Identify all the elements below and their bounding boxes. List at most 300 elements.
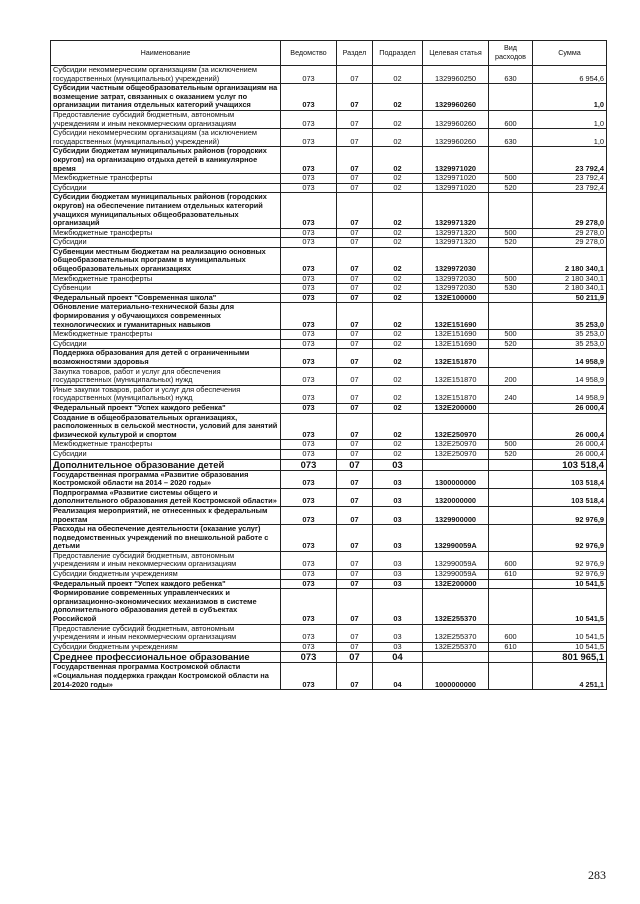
row-department: 073: [281, 349, 337, 367]
table-row: [51, 84, 607, 111]
page-number: 283: [588, 868, 606, 882]
row-target-item: [423, 652, 489, 663]
row-amount: 103 518,4: [533, 459, 607, 470]
row-expense-type: [489, 349, 533, 367]
row-expense-type: 600: [489, 110, 533, 128]
header-amount: Сумма: [533, 41, 607, 66]
row-department: 073: [281, 663, 337, 690]
row-expense-type: 630: [489, 66, 533, 84]
table-row: [51, 589, 607, 624]
table-row: [51, 367, 607, 385]
row-subsection: 02: [373, 284, 423, 294]
row-amount: 92 976,9: [533, 551, 607, 569]
table-row: [51, 506, 607, 524]
row-target-item: 132990059А: [423, 570, 489, 580]
row-expense-type: 520: [489, 238, 533, 248]
row-department: 073: [281, 488, 337, 506]
header-name: Наименование: [51, 41, 281, 66]
row-department: 073: [281, 459, 337, 470]
row-section: 07: [337, 129, 373, 147]
row-subsection: 02: [373, 174, 423, 184]
row-subsection: 03: [373, 488, 423, 506]
row-department: 073: [281, 284, 337, 294]
row-amount: 26 000,4: [533, 440, 607, 450]
row-department: 073: [281, 110, 337, 128]
row-expense-type: [489, 193, 533, 228]
row-section: 07: [337, 642, 373, 652]
row-target-item: 1329972030: [423, 274, 489, 284]
row-section: 07: [337, 624, 373, 642]
row-name: Подпрограмма «Развитие системы общего и дополнительного образования детей Костромской области»: [51, 488, 281, 506]
row-amount: 35 253,0: [533, 330, 607, 340]
row-target-item: 132E151690: [423, 303, 489, 330]
row-amount: 29 278,0: [533, 193, 607, 228]
row-amount: 92 976,9: [533, 570, 607, 580]
row-section: 07: [337, 303, 373, 330]
row-target-item: 132E255370: [423, 624, 489, 642]
row-name: Субсидии: [51, 183, 281, 193]
row-target-item: 132E250970: [423, 449, 489, 459]
row-subsection: 03: [373, 470, 423, 488]
table-row: [51, 570, 607, 580]
row-expense-type: [489, 147, 533, 174]
row-amount: 23 792,4: [533, 174, 607, 184]
row-expense-type: [489, 652, 533, 663]
row-expense-type: 500: [489, 228, 533, 238]
row-amount: 103 518,4: [533, 488, 607, 506]
row-subsection: 02: [373, 247, 423, 274]
row-department: 073: [281, 147, 337, 174]
row-target-item: 1329971320: [423, 193, 489, 228]
row-name: Субсидии некоммерческим организациям (за исключением государственных (муниципальных) учреждений): [51, 129, 281, 147]
row-amount: 1,0: [533, 129, 607, 147]
row-section: 07: [337, 385, 373, 403]
row-expense-type: 240: [489, 385, 533, 403]
row-name: Предоставление субсидий бюджетным, автономным учреждениям и иным некоммерческим организациям: [51, 110, 281, 128]
row-subsection: 02: [373, 110, 423, 128]
row-target-item: 132E255370: [423, 589, 489, 624]
row-amount: 10 541,5: [533, 642, 607, 652]
row-name: Обновление материально-технической базы для формирования у обучающихся современных технологических и гуманитарных навыков: [51, 303, 281, 330]
row-expense-type: 630: [489, 129, 533, 147]
row-department: 073: [281, 84, 337, 111]
row-section: 07: [337, 470, 373, 488]
row-amount: 103 518,4: [533, 470, 607, 488]
row-department: 073: [281, 525, 337, 552]
budget-table: [50, 40, 607, 690]
row-expense-type: 520: [489, 339, 533, 349]
table-body: [51, 66, 607, 690]
row-subsection: 02: [373, 367, 423, 385]
row-name: Субвенции: [51, 284, 281, 294]
row-expense-type: 600: [489, 624, 533, 642]
row-department: 073: [281, 570, 337, 580]
row-expense-type: 600: [489, 551, 533, 569]
row-target-item: 1329971020: [423, 147, 489, 174]
row-name: Поддержка образования для детей с ограниченными возможностями здоровья: [51, 349, 281, 367]
header-department: Ведомство: [281, 41, 337, 66]
row-department: 073: [281, 228, 337, 238]
row-section: 07: [337, 488, 373, 506]
row-target-item: 1329971020: [423, 183, 489, 193]
row-amount: 23 792,4: [533, 183, 607, 193]
table-row: [51, 349, 607, 367]
row-expense-type: 200: [489, 367, 533, 385]
table-row: [51, 459, 607, 470]
row-name: Федеральный проект "Успех каждого ребенка": [51, 403, 281, 413]
row-target-item: 1329900000: [423, 506, 489, 524]
row-section: 07: [337, 525, 373, 552]
row-department: 073: [281, 247, 337, 274]
row-subsection: 03: [373, 579, 423, 589]
row-amount: 92 976,9: [533, 506, 607, 524]
row-name: Межбюджетные трансферты: [51, 330, 281, 340]
row-section: 07: [337, 440, 373, 450]
row-subsection: 02: [373, 66, 423, 84]
table-header-row: [51, 41, 607, 66]
row-section: 07: [337, 174, 373, 184]
row-section: 07: [337, 403, 373, 413]
row-subsection: 03: [373, 459, 423, 470]
row-name: Государственная программа Костромской области «Социальная поддержка граждан Костромской области на 2014-2020 годы»: [51, 663, 281, 690]
row-section: 07: [337, 349, 373, 367]
row-amount: 29 278,0: [533, 228, 607, 238]
row-name: Субсидии: [51, 449, 281, 459]
row-expense-type: [489, 525, 533, 552]
row-expense-type: 520: [489, 449, 533, 459]
row-subsection: 02: [373, 238, 423, 248]
row-department: 073: [281, 470, 337, 488]
table-row: [51, 413, 607, 440]
row-amount: 26 000,4: [533, 403, 607, 413]
row-department: 073: [281, 339, 337, 349]
row-section: 07: [337, 663, 373, 690]
row-amount: 14 958,9: [533, 385, 607, 403]
table-row: [51, 525, 607, 552]
row-name: Закупка товаров, работ и услуг для обеспечения государственных (муниципальных) нужд: [51, 367, 281, 385]
row-amount: 1,0: [533, 84, 607, 111]
row-name: Субсидии бюджетам муниципальных районов (городских округов) на обеспечение питанием отдельных категорий учащихся муниципальных общеобразовательных организаций: [51, 193, 281, 228]
row-subsection: 02: [373, 385, 423, 403]
row-section: 07: [337, 274, 373, 284]
row-subsection: 03: [373, 551, 423, 569]
row-target-item: 132E100000: [423, 293, 489, 303]
row-target-item: 1329960260: [423, 110, 489, 128]
row-section: 07: [337, 228, 373, 238]
row-target-item: 132E255370: [423, 642, 489, 652]
row-name: Межбюджетные трансферты: [51, 228, 281, 238]
row-department: 073: [281, 367, 337, 385]
table-row: [51, 284, 607, 294]
row-section: 07: [337, 110, 373, 128]
row-target-item: 132E151870: [423, 349, 489, 367]
row-target-item: 132E200000: [423, 579, 489, 589]
row-name: Расходы на обеспечение деятельности (оказание услуг) подведомственных учреждений по внешкольной работе с детьми: [51, 525, 281, 552]
row-target-item: 1329960260: [423, 129, 489, 147]
row-target-item: 1300000000: [423, 470, 489, 488]
row-name: Реализация мероприятий, не отнесенных к федеральным проектам: [51, 506, 281, 524]
table-row: [51, 449, 607, 459]
row-subsection: 02: [373, 403, 423, 413]
row-name: Субсидии: [51, 339, 281, 349]
row-subsection: 02: [373, 274, 423, 284]
table-row: [51, 147, 607, 174]
row-target-item: 1329971320: [423, 228, 489, 238]
row-name: Межбюджетные трансферты: [51, 174, 281, 184]
row-expense-type: [489, 303, 533, 330]
row-section: 07: [337, 330, 373, 340]
row-section: 07: [337, 147, 373, 174]
row-department: 073: [281, 174, 337, 184]
row-department: 073: [281, 403, 337, 413]
table-row: [51, 174, 607, 184]
row-department: 073: [281, 129, 337, 147]
row-expense-type: [489, 470, 533, 488]
row-amount: 801 965,1: [533, 652, 607, 663]
row-department: 073: [281, 293, 337, 303]
row-target-item: 132990059А: [423, 525, 489, 552]
row-section: 07: [337, 551, 373, 569]
row-subsection: 02: [373, 330, 423, 340]
row-expense-type: 500: [489, 440, 533, 450]
row-department: 073: [281, 183, 337, 193]
row-department: 073: [281, 652, 337, 663]
row-target-item: 1329960250: [423, 66, 489, 84]
table-row: [51, 303, 607, 330]
row-subsection: 04: [373, 652, 423, 663]
header-expense-type: Вид расходов: [489, 41, 533, 66]
row-name: Субвенции местным бюджетам на реализацию основных общеобразовательных программ в муниципальных общеобразовательных организациях: [51, 247, 281, 274]
row-department: 073: [281, 579, 337, 589]
row-subsection: 04: [373, 663, 423, 690]
table-row: [51, 193, 607, 228]
row-name: Формирование современных управленческих и организационно-экономических механизмов в системе дополнительного образования детей в субъектах Российской: [51, 589, 281, 624]
header-target-item: Целевая статья: [423, 41, 489, 66]
row-expense-type: 500: [489, 274, 533, 284]
row-section: 07: [337, 449, 373, 459]
row-section: 07: [337, 652, 373, 663]
row-subsection: 02: [373, 293, 423, 303]
row-target-item: 132E250970: [423, 413, 489, 440]
row-target-item: 1320000000: [423, 488, 489, 506]
row-amount: 10 541,5: [533, 589, 607, 624]
row-expense-type: [489, 579, 533, 589]
table-row: [51, 652, 607, 663]
row-name: Создание в общеобразовательных организациях, расположенных в сельской местности, условий для занятий физической культурой и спортом: [51, 413, 281, 440]
row-name: Федеральный проект "Успех каждого ребенка": [51, 579, 281, 589]
row-amount: 10 541,5: [533, 579, 607, 589]
row-section: 07: [337, 413, 373, 440]
row-name: Государственная программа «Развитие образования Костромской области на 2014 – 2020 годы»: [51, 470, 281, 488]
table-row: [51, 247, 607, 274]
table-row: [51, 110, 607, 128]
row-name: Субсидии: [51, 238, 281, 248]
row-subsection: 02: [373, 440, 423, 450]
row-name: Дополнительное образование детей: [51, 459, 281, 470]
row-section: 07: [337, 339, 373, 349]
table-row: [51, 488, 607, 506]
table-row: [51, 274, 607, 284]
row-section: 07: [337, 570, 373, 580]
row-department: 073: [281, 440, 337, 450]
row-subsection: 02: [373, 84, 423, 111]
table-row: [51, 470, 607, 488]
row-department: 073: [281, 624, 337, 642]
row-target-item: 132E200000: [423, 403, 489, 413]
row-department: 073: [281, 66, 337, 84]
row-amount: 4 251,1: [533, 663, 607, 690]
row-name: Субсидии бюджетным учреждениям: [51, 570, 281, 580]
row-expense-type: [489, 488, 533, 506]
row-target-item: 132E151690: [423, 339, 489, 349]
row-name: Межбюджетные трансферты: [51, 440, 281, 450]
table-row: [51, 330, 607, 340]
row-amount: 26 000,4: [533, 449, 607, 459]
row-subsection: 02: [373, 413, 423, 440]
row-subsection: 02: [373, 303, 423, 330]
row-subsection: 02: [373, 449, 423, 459]
row-expense-type: [489, 663, 533, 690]
row-amount: 2 180 340,1: [533, 284, 607, 294]
row-amount: 14 958,9: [533, 349, 607, 367]
row-amount: 35 253,0: [533, 339, 607, 349]
row-department: 073: [281, 238, 337, 248]
row-department: 073: [281, 506, 337, 524]
row-section: 07: [337, 66, 373, 84]
row-department: 073: [281, 303, 337, 330]
row-amount: 1,0: [533, 110, 607, 128]
row-expense-type: 610: [489, 570, 533, 580]
row-department: 073: [281, 193, 337, 228]
row-name: Федеральный проект "Современная школа": [51, 293, 281, 303]
row-amount: 14 958,9: [533, 367, 607, 385]
table-row: [51, 66, 607, 84]
row-expense-type: 520: [489, 183, 533, 193]
row-amount: 6 954,6: [533, 66, 607, 84]
row-name: Иные закупки товаров, работ и услуг для обеспечения государственных (муниципальных) нужд: [51, 385, 281, 403]
row-department: 073: [281, 642, 337, 652]
row-target-item: 1329971320: [423, 238, 489, 248]
row-target-item: [423, 459, 489, 470]
table-row: [51, 129, 607, 147]
row-subsection: 03: [373, 589, 423, 624]
row-expense-type: [489, 293, 533, 303]
row-subsection: 02: [373, 147, 423, 174]
row-target-item: 132990059А: [423, 551, 489, 569]
row-expense-type: [489, 413, 533, 440]
budget-document: [50, 40, 606, 690]
row-section: 07: [337, 367, 373, 385]
row-subsection: 03: [373, 624, 423, 642]
row-name: Межбюджетные трансферты: [51, 274, 281, 284]
row-amount: 23 792,4: [533, 147, 607, 174]
row-expense-type: [489, 247, 533, 274]
row-amount: 35 253,0: [533, 303, 607, 330]
row-section: 07: [337, 84, 373, 111]
row-target-item: 1329972030: [423, 247, 489, 274]
row-department: 073: [281, 274, 337, 284]
table-row: [51, 624, 607, 642]
row-name: Предоставление субсидий бюджетным, автономным учреждениям и иным некоммерческим организациям: [51, 624, 281, 642]
row-subsection: 03: [373, 506, 423, 524]
row-expense-type: 500: [489, 174, 533, 184]
row-subsection: 03: [373, 525, 423, 552]
row-department: 073: [281, 551, 337, 569]
row-amount: 10 541,5: [533, 624, 607, 642]
row-department: 073: [281, 589, 337, 624]
row-section: 07: [337, 293, 373, 303]
row-name: Субсидии бюджетным учреждениям: [51, 642, 281, 652]
row-expense-type: 530: [489, 284, 533, 294]
row-amount: 92 976,9: [533, 525, 607, 552]
row-expense-type: 500: [489, 330, 533, 340]
table-row: [51, 663, 607, 690]
row-expense-type: [489, 403, 533, 413]
table-row: [51, 440, 607, 450]
row-section: 07: [337, 183, 373, 193]
row-target-item: 132E151870: [423, 385, 489, 403]
row-section: 07: [337, 247, 373, 274]
header-section: Раздел: [337, 41, 373, 66]
row-section: 07: [337, 284, 373, 294]
row-section: 07: [337, 589, 373, 624]
row-amount: 29 278,0: [533, 238, 607, 248]
row-amount: 2 180 340,1: [533, 247, 607, 274]
row-section: 07: [337, 506, 373, 524]
row-section: 07: [337, 579, 373, 589]
row-name: Субсидии некоммерческим организациям (за исключением государственных (муниципальных) учреждений): [51, 66, 281, 84]
row-subsection: 02: [373, 228, 423, 238]
row-expense-type: 610: [489, 642, 533, 652]
row-target-item: 132E250970: [423, 440, 489, 450]
row-expense-type: [489, 459, 533, 470]
row-expense-type: [489, 589, 533, 624]
row-section: 07: [337, 238, 373, 248]
table-row: [51, 238, 607, 248]
row-subsection: 02: [373, 193, 423, 228]
table-row: [51, 385, 607, 403]
row-name: Субсидии частным общеобразовательным организациям на возмещение затрат, связанных с оказанием услуг по организации питания отдельных категорий учащихся: [51, 84, 281, 111]
row-section: 07: [337, 193, 373, 228]
row-amount: 26 000,4: [533, 413, 607, 440]
row-department: 073: [281, 449, 337, 459]
row-subsection: 02: [373, 339, 423, 349]
row-amount: 2 180 340,1: [533, 274, 607, 284]
row-target-item: 1329960260: [423, 84, 489, 111]
row-amount: 50 211,9: [533, 293, 607, 303]
row-subsection: 03: [373, 642, 423, 652]
table-row: [51, 403, 607, 413]
row-subsection: 02: [373, 183, 423, 193]
row-expense-type: [489, 506, 533, 524]
table-row: [51, 228, 607, 238]
row-target-item: 132E151870: [423, 367, 489, 385]
row-subsection: 03: [373, 570, 423, 580]
row-section: 07: [337, 459, 373, 470]
row-department: 073: [281, 413, 337, 440]
row-expense-type: [489, 84, 533, 111]
row-target-item: 1000000000: [423, 663, 489, 690]
row-target-item: 1329972030: [423, 284, 489, 294]
table-row: [51, 551, 607, 569]
row-subsection: 02: [373, 349, 423, 367]
row-target-item: 1329971020: [423, 174, 489, 184]
row-target-item: 132E151690: [423, 330, 489, 340]
row-name: Среднее профессиональное образование: [51, 652, 281, 663]
row-department: 073: [281, 330, 337, 340]
row-name: Предоставление субсидий бюджетным, автономным учреждениям и иным некоммерческим организациям: [51, 551, 281, 569]
row-subsection: 02: [373, 129, 423, 147]
